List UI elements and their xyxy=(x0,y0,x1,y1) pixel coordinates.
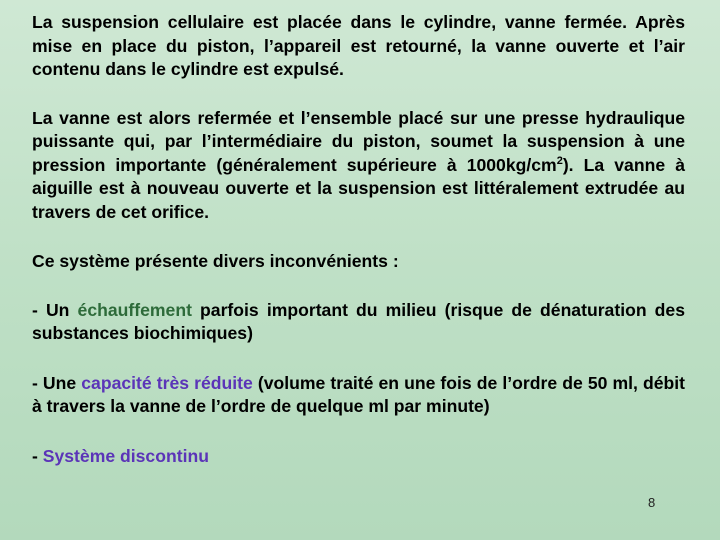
list-item-discontinuous-prefix: - xyxy=(32,445,43,466)
list-item-heating xyxy=(32,299,685,346)
list-item-heating-rest: parfois important du milieu (risque de dénaturation des substances biochimiques) xyxy=(32,299,686,343)
paragraph-suspension-placement: La suspension cellulaire est placée dans le cylindre, vanne fermée. Après mise en place du piston, l’appareil est retourné, la vanne ouverte et l’air contenu dans le cylindre est expulsé. xyxy=(32,12,685,79)
paragraph-drawbacks-intro: Ce système présente divers inconvénients : xyxy=(32,251,399,271)
list-item-discontinuous xyxy=(32,445,685,469)
superscript-exponent: 2 xyxy=(556,154,563,167)
page-number: 8 xyxy=(648,495,656,510)
paragraph-hydraulic-press xyxy=(32,107,685,225)
list-item-heating-prefix: - Un xyxy=(32,299,78,320)
slide-content xyxy=(32,11,685,468)
highlight-heating: échauffement xyxy=(77,299,192,320)
list-item-capacity xyxy=(32,372,685,419)
hydraulic-text-end: ). La vanne à aiguille est à nouveau ouverte et la suspension est littéralement extrudée au travers de cet orifice. xyxy=(32,154,685,222)
highlight-capacity: capacité très réduite xyxy=(81,372,253,393)
list-item-capacity-rest: (volume traité en une fois de l’ordre de 50 ml, débit à travers la vanne de l’ordre de quelque ml par minute) xyxy=(32,372,685,416)
hydraulic-text-start: La vanne est alors refermée et l’ensemble placé sur une presse hydraulique puissante qui, par l’intermédiaire du piston, soumet la suspension à une pression importante (généralement supérieure à 1000kg/cm xyxy=(32,107,685,175)
highlight-discontinuous: Système discontinu xyxy=(42,445,209,466)
list-item-capacity-prefix: - Une xyxy=(32,372,82,393)
